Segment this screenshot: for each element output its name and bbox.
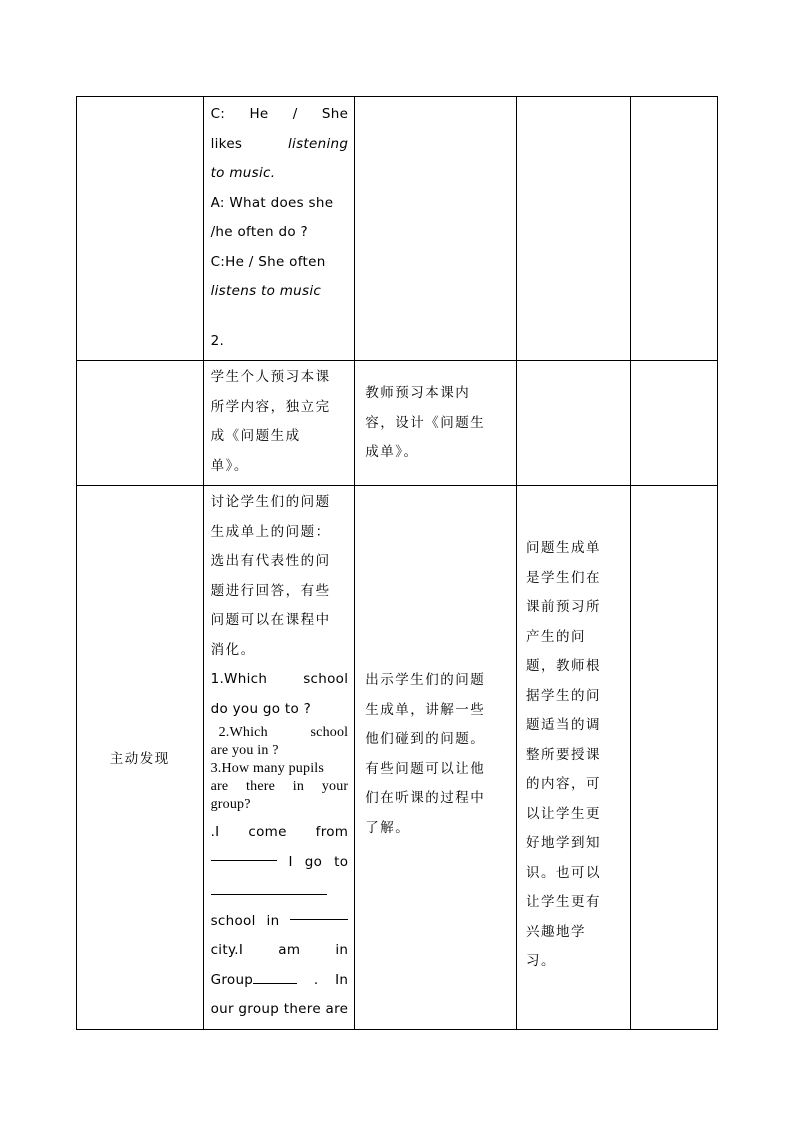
question-line: 2.Which school — [218, 725, 349, 740]
question-line: 1.Which school — [210, 671, 349, 687]
dialogue-line: likes listening — [210, 135, 349, 152]
fill-line: I go to — [211, 848, 349, 878]
fill-line: Group . In — [210, 971, 349, 988]
question-line: group? — [210, 797, 251, 812]
table-cell-intent — [517, 361, 631, 486]
stage-label: 主动发现 — [109, 751, 170, 768]
dialogue-line: C:He / She often — [210, 253, 326, 270]
question-line: 3.How many pupils — [210, 761, 325, 776]
table-cell-teacher: 教师预习本课内 容，设计《问题生 成单》。 — [355, 361, 517, 486]
question-line: do you go to ? — [210, 700, 312, 717]
blank-line — [211, 848, 277, 861]
dialogue-line: to music. — [210, 165, 276, 181]
table-cell-stage — [77, 361, 204, 486]
table-cell-intent — [517, 97, 631, 361]
table-cell-teacher — [355, 97, 517, 361]
fill-line: city.I am in — [210, 942, 349, 958]
fill-line: school in — [211, 907, 349, 937]
dialogue-line: C: He / She — [210, 106, 349, 122]
table-cell-activity: 学生个人预习本课 所学内容，独立完 成《问题生成 单》。 — [203, 361, 355, 486]
item-number: 2. — [210, 332, 225, 349]
fill-line: .I come from — [210, 824, 349, 840]
question-line: are there in your — [210, 779, 349, 794]
fill-line: our group there are — [210, 1001, 349, 1017]
table-row — [77, 486, 718, 1030]
table-cell-teacher: 出示学生们的问题 生成单，讲解一些 他们碰到的问题。 有些问题可以让他 们在听课的过程中 了解。 — [355, 486, 517, 1030]
table-cell-activity: 讨论学生们的问题 生成单上的问题： 选出有代表性的问 题进行回答，有些 问题可以在课程中 消化。 1.Which school do you go to ? 2.Which school are you in ? 3.How many pupils are there in your group? .I come from I go to school in city.I am in Group . In our group there are — [203, 486, 355, 1030]
table-cell-stage — [77, 97, 204, 361]
table-cell-notes — [630, 486, 717, 1030]
dialogue-line: /he often do ? — [210, 224, 308, 240]
dialogue-line: listens to music — [210, 283, 322, 299]
fill-line — [211, 877, 349, 907]
blank-line — [253, 971, 297, 984]
blank-line — [211, 882, 327, 895]
table-cell-notes — [630, 361, 717, 486]
table-cell-stage — [77, 486, 204, 1030]
table-cell-intent: 问题生成单 是学生们在 课前预习所 产生的问 题，教师根 据学生的问 题适当的调 整所要授课 的内容，可 以让学生更 好地学到知 识。也可以 让学生更有 兴趣地学 习。 — [517, 486, 631, 1030]
dialogue-line: A: What does she — [210, 194, 334, 211]
lesson-plan-table — [76, 96, 718, 1030]
blank-line — [290, 907, 348, 920]
table-cell-notes — [630, 97, 717, 361]
question-line: are you in ? — [210, 743, 279, 758]
table-row — [77, 361, 718, 486]
table-cell-activity — [203, 97, 355, 361]
table-row — [77, 97, 718, 361]
